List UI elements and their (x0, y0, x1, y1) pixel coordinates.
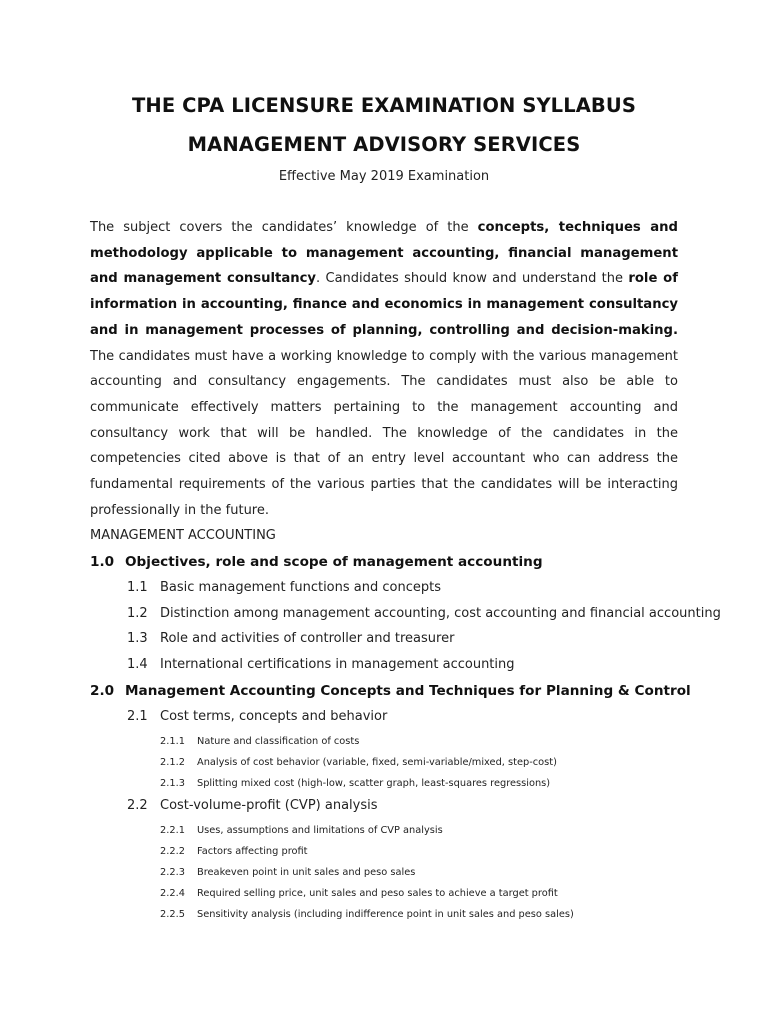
sub-subtopic (160, 825, 443, 836)
intro-text-3: The candidates must have a working knowledge to comply with the various management accounting and consultancy engagements. The candidates must also be able to communicate effectively matters pertaining to the management accounting and consultancy work that will be handled. The knowledge of the candidates in the competencies cited above is that of an entry level accountant who can address the fundamental requirements of the various parties that the candidates will be interacting professionally in the future. (90, 348, 678, 518)
topic-number: 1.0 (90, 554, 115, 570)
sub-subtopic (160, 757, 557, 768)
sub-subtopic (160, 909, 574, 920)
sub-subtopic-text: Nature and classification of costs (197, 736, 360, 747)
subtopic-number: 1.2 (127, 606, 148, 621)
subtopic-number: 1.3 (127, 631, 148, 646)
sub-subtopic-number: 2.2.2 (160, 846, 185, 857)
sub-subtopic-text: Uses, assumptions and limitations of CVP analysis (197, 825, 443, 836)
intro-bold-1: concepts, techniques and methodology applicable to management accounting, financial management and management consultancy (90, 220, 678, 287)
topic-heading (90, 554, 543, 570)
subtopic-text: Cost terms, concepts and behavior (160, 709, 388, 724)
sub-subtopic-number: 2.1.3 (160, 778, 185, 789)
subtopic (127, 580, 441, 595)
sub-subtopic (160, 736, 359, 747)
subtopic-text: Distinction among management accounting, cost accounting and financial accounting (160, 606, 721, 621)
subtopic-text: Cost-volume-profit (CVP) analysis (160, 798, 378, 813)
subtopic (127, 709, 387, 724)
subtopic (127, 606, 721, 621)
subtopic-text: International certifications in management accounting (160, 657, 515, 672)
document-title: THE CPA LICENSURE EXAMINATION SYLLABUS (132, 94, 636, 117)
sub-subtopic-number: 2.2.4 (160, 888, 185, 899)
sub-subtopic-text: Breakeven point in unit sales and peso sales (197, 867, 416, 878)
subtopic-number: 1.4 (127, 657, 148, 672)
sub-subtopic-number: 2.2.5 (160, 909, 185, 920)
subtopic-text: Role and activities of controller and treasurer (160, 631, 455, 646)
sub-subtopic-text: Required selling price, unit sales and peso sales to achieve a target profit (197, 888, 558, 899)
subtopic-number: 1.1 (127, 580, 148, 595)
topic-title: Objectives, role and scope of management accounting (125, 554, 543, 570)
section-heading: MANAGEMENT ACCOUNTING (90, 528, 276, 543)
subtopic-text: Basic management functions and concepts (160, 580, 441, 595)
intro-text-2: . Candidates should know and understand the (316, 271, 629, 287)
subtopic-number: 2.1 (127, 709, 148, 724)
topic-number: 2.0 (90, 683, 115, 699)
sub-subtopic-number: 2.1.2 (160, 757, 185, 768)
subject-title: MANAGEMENT ADVISORY SERVICES (187, 133, 581, 156)
sub-subtopic-number: 2.1.1 (160, 736, 185, 747)
sub-subtopic-text: Sensitivity analysis (including indifference point in unit sales and peso sales) (197, 909, 574, 920)
sub-subtopic-text: Splitting mixed cost (high-low, scatter graph, least-squares regressions) (197, 778, 551, 789)
sub-subtopic-text: Analysis of cost behavior (variable, fixed, semi-variable/mixed, step-cost) (197, 757, 557, 768)
subtopic (127, 657, 515, 672)
intro-text-1: The subject covers the candidates’ knowledge of the (90, 220, 478, 235)
sub-subtopic (160, 846, 308, 857)
subtopic-number: 2.2 (127, 798, 148, 813)
sub-subtopic-text: Factors affecting profit (197, 846, 308, 857)
topic-heading (90, 683, 691, 699)
subtopic (127, 798, 378, 813)
intro-bold-2: role of information in accounting, finance and economics in management consultancy and in management processes of planning, controlling and decision-making. (90, 271, 678, 338)
sub-subtopic (160, 867, 415, 878)
topic-title: Management Accounting Concepts and Techniques for Planning & Control (125, 683, 691, 699)
subtopic (127, 631, 454, 646)
sub-subtopic (160, 778, 550, 789)
effective-date: Effective May 2019 Examination (278, 169, 490, 184)
sub-subtopic (160, 888, 558, 899)
intro-paragraph (90, 215, 678, 523)
sub-subtopic-number: 2.2.3 (160, 867, 185, 878)
sub-subtopic-number: 2.2.1 (160, 825, 185, 836)
